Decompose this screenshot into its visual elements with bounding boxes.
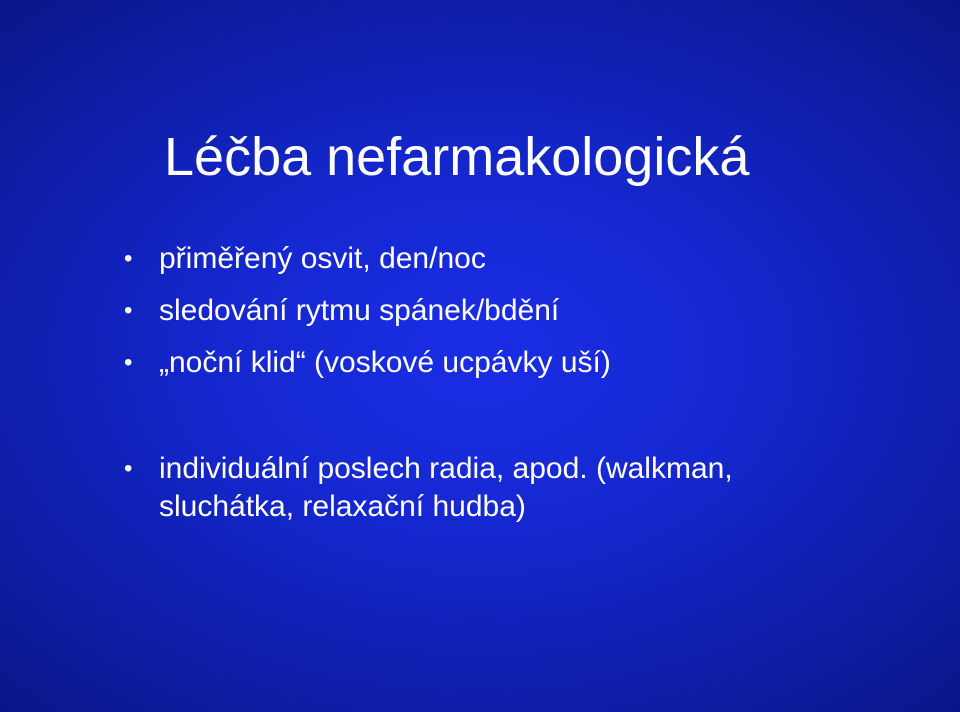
slide-title: Léčba nefarmakologická	[164, 127, 750, 188]
bullet-icon: •	[124, 455, 133, 482]
bullet-text: přiměřený osvit, den/noc	[159, 242, 486, 275]
bullet-icon: •	[124, 349, 133, 376]
bullet-text: individuální poslech radia, apod. (walkman, sluchátka, relaxační hudba)	[159, 452, 733, 523]
bullet-text: „noční klid“ (voskové ucpávky uší)	[159, 346, 611, 379]
bullet-icon: •	[124, 245, 133, 272]
bullet-text: sledování rytmu spánek/bdění	[159, 294, 560, 327]
bullet-icon: •	[124, 297, 133, 324]
